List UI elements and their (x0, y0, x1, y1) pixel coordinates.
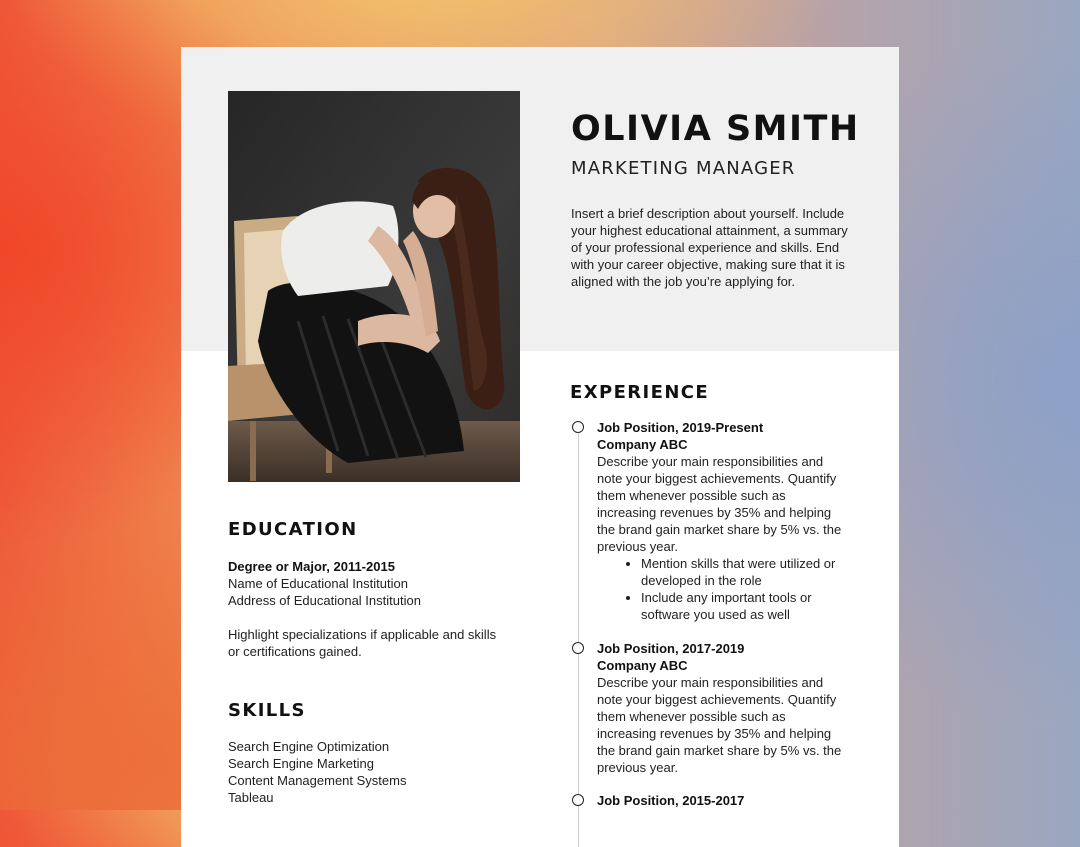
skill-item: Search Engine Optimization (228, 739, 390, 754)
education-institution: Name of Educational Institution (228, 576, 408, 591)
skills-list (228, 738, 528, 806)
job-description: Describe your main responsibilities and note your biggest achievements. Quantify them whenever possible such as increasing revenues by 35% and helping the brand gain market share by 5% vs. the previous year. (597, 454, 842, 554)
job-bullet-list (597, 555, 847, 623)
job-position: Job Position, 2017-2019 (597, 641, 745, 656)
job-position: Job Position, 2019-Present (597, 420, 764, 435)
timeline-node (572, 642, 584, 654)
resume-page (181, 47, 899, 847)
skills-heading: SKILLS (228, 700, 306, 721)
profile-photo (228, 91, 520, 482)
education-degree: Degree or Major, 2011-2015 (228, 559, 395, 574)
skill-item: Search Engine Marketing (228, 756, 374, 771)
timeline-line (578, 427, 579, 847)
education-note-line-2: or certifications gained. (228, 644, 362, 659)
timeline-node (572, 794, 584, 806)
education-note-line-1: Highlight specializations if applicable and skills (228, 627, 497, 642)
job-entry-1 (597, 419, 847, 623)
timeline-node (572, 421, 584, 433)
job-description: Describe your main responsibilities and note your biggest achievements. Quantify them whenever possible such as increasing revenues by 35% and helping the brand gain market share by 5% vs. the previous year. (597, 675, 842, 775)
education-address: Address of Educational Institution (228, 593, 421, 608)
job-company: Company ABC (597, 658, 688, 673)
skill-item: Content Management Systems (228, 773, 407, 788)
job-company: Company ABC (597, 437, 688, 452)
job-title: MARKETING MANAGER (571, 158, 796, 179)
job-entry-3 (597, 792, 847, 809)
profile-summary: Insert a brief description about yourself. Include your highest educational attainment, a summary of your professional experience and skills. End with your career objective, making sure that it is aligned with the job you’re applying for. (571, 206, 848, 289)
skill-item: Tableau (228, 790, 274, 805)
job-position: Job Position, 2015-2017 (597, 793, 745, 808)
job-bullet: • Include any important tools or software you used as well (641, 589, 847, 623)
education-heading: EDUCATION (228, 519, 358, 540)
job-bullet: • Mention skills that were utilized or developed in the role (641, 555, 847, 589)
education-block (228, 558, 528, 660)
experience-heading: EXPERIENCE (570, 382, 710, 403)
job-entry-2 (597, 640, 847, 776)
person-name: OLIVIA SMITH (571, 109, 860, 149)
